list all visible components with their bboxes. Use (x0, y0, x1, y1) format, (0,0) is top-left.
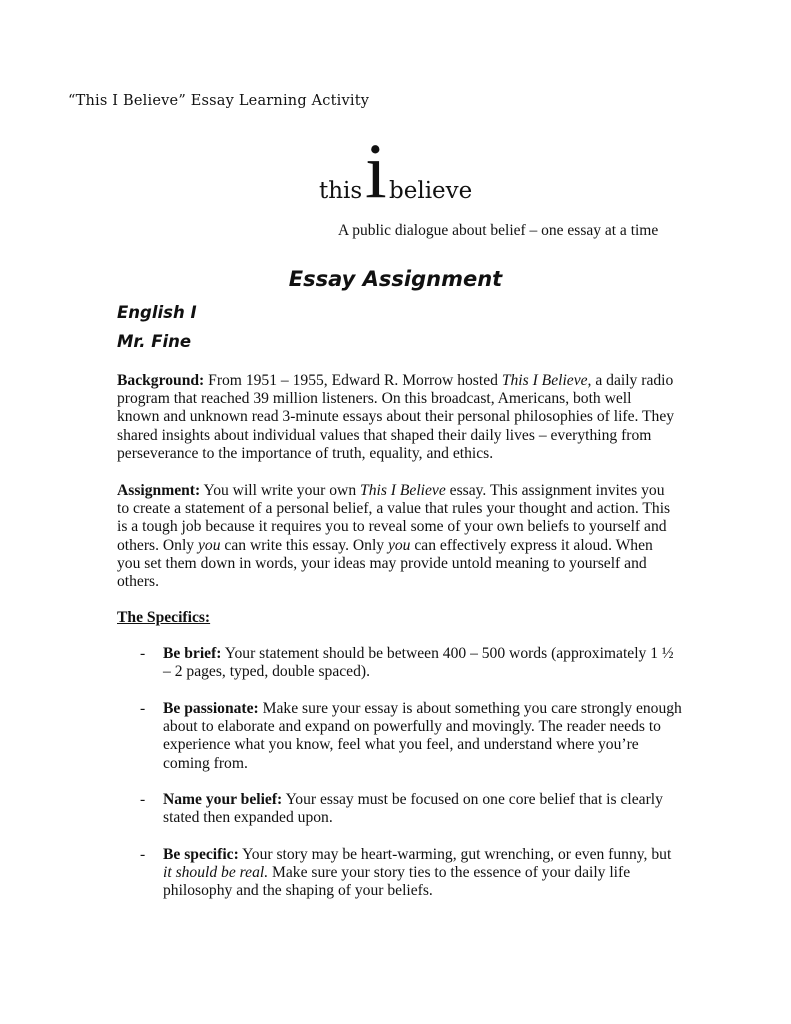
bullet-italic: it should be real. (163, 864, 269, 882)
assignment-label: Assignment: (117, 482, 201, 499)
assignment-text-3: can write this essay. Only (220, 536, 388, 554)
course-name: English I (117, 303, 197, 322)
bullet-label: Name your belief: (163, 791, 283, 808)
logo-letter-i: i (365, 127, 387, 214)
assignment-italic-you-1: you (198, 536, 221, 554)
logo-word-this: this (319, 178, 363, 204)
logo-word-believe: believe (389, 178, 473, 204)
assignment-text-4: can effectively express it aloud. When you set them down in words, your ideas may provide untold meaning to yourself and others. (117, 536, 653, 591)
assignment-text-2: essay. This assignment invites you to create a statement of a personal belief, a value that rules your thought and action. This is a tough job because it requires you to reveal some of your own beliefs to yourself and others. Only (117, 482, 671, 554)
bullet-text: Your essay must be focused on one core belief that is clearly stated then expanded upon. (163, 791, 663, 827)
bullet-dash: - (140, 846, 146, 863)
document-header: “This I Believe” Essay Learning Activity (68, 93, 370, 109)
background-text-2: a daily radio program that reached 39 million listeners. On this broadcast, Americans, both well known and unknown read 3-minute essays about their personal philosophies of life. They shared insights about individual values that shaped their daily lives – everything from perseverance to the importance of truth, equality, and ethics. (117, 372, 675, 462)
assignment-italic-you-2: you (387, 536, 411, 554)
assignment-text-1: You will write your own (200, 482, 361, 499)
bullet-text-1: Your story may be heart-warming, gut wrenching, or even funny, but (238, 846, 672, 863)
bullet-dash: - (140, 645, 146, 662)
bullet-dash: - (140, 791, 146, 808)
bullet-text: Your statement should be between 400 – 500 words (approximately 1 ½ – 2 pages, typed, double spaced). (163, 645, 674, 681)
background-italic-title: This I Believe, (501, 372, 592, 389)
assignment-italic-title: This I Believe (360, 482, 446, 499)
page-title: Essay Assignment (288, 267, 503, 291)
bullet-label: Be brief: (163, 645, 222, 662)
this-i-believe-logo (319, 127, 519, 214)
teacher-name: Mr. Fine (117, 332, 192, 351)
bullet-text: Make sure your essay is about something you care strongly enough about to elaborate and expand on powerfully and movingly. The reader needs to experience what you know, feel what you feel, and understand where you’re coming from. (163, 700, 682, 772)
background-label: Background: (117, 372, 205, 389)
tagline: A public dialogue about belief – one essay at a time (338, 222, 659, 239)
assignment-paragraph (117, 482, 677, 591)
bullet-text-2: Make sure your story ties to the essence of your daily life philosophy and the shaping of your beliefs. (163, 864, 631, 900)
background-text-1: From 1951 – 1955, Edward R. Morrow hosted (204, 372, 502, 389)
background-paragraph (117, 372, 677, 463)
specifics-heading: The Specifics: (117, 609, 211, 626)
bullet-label: Be specific: (163, 846, 239, 863)
bullet-label: Be passionate: (163, 700, 259, 717)
bullet-dash: - (140, 700, 146, 717)
